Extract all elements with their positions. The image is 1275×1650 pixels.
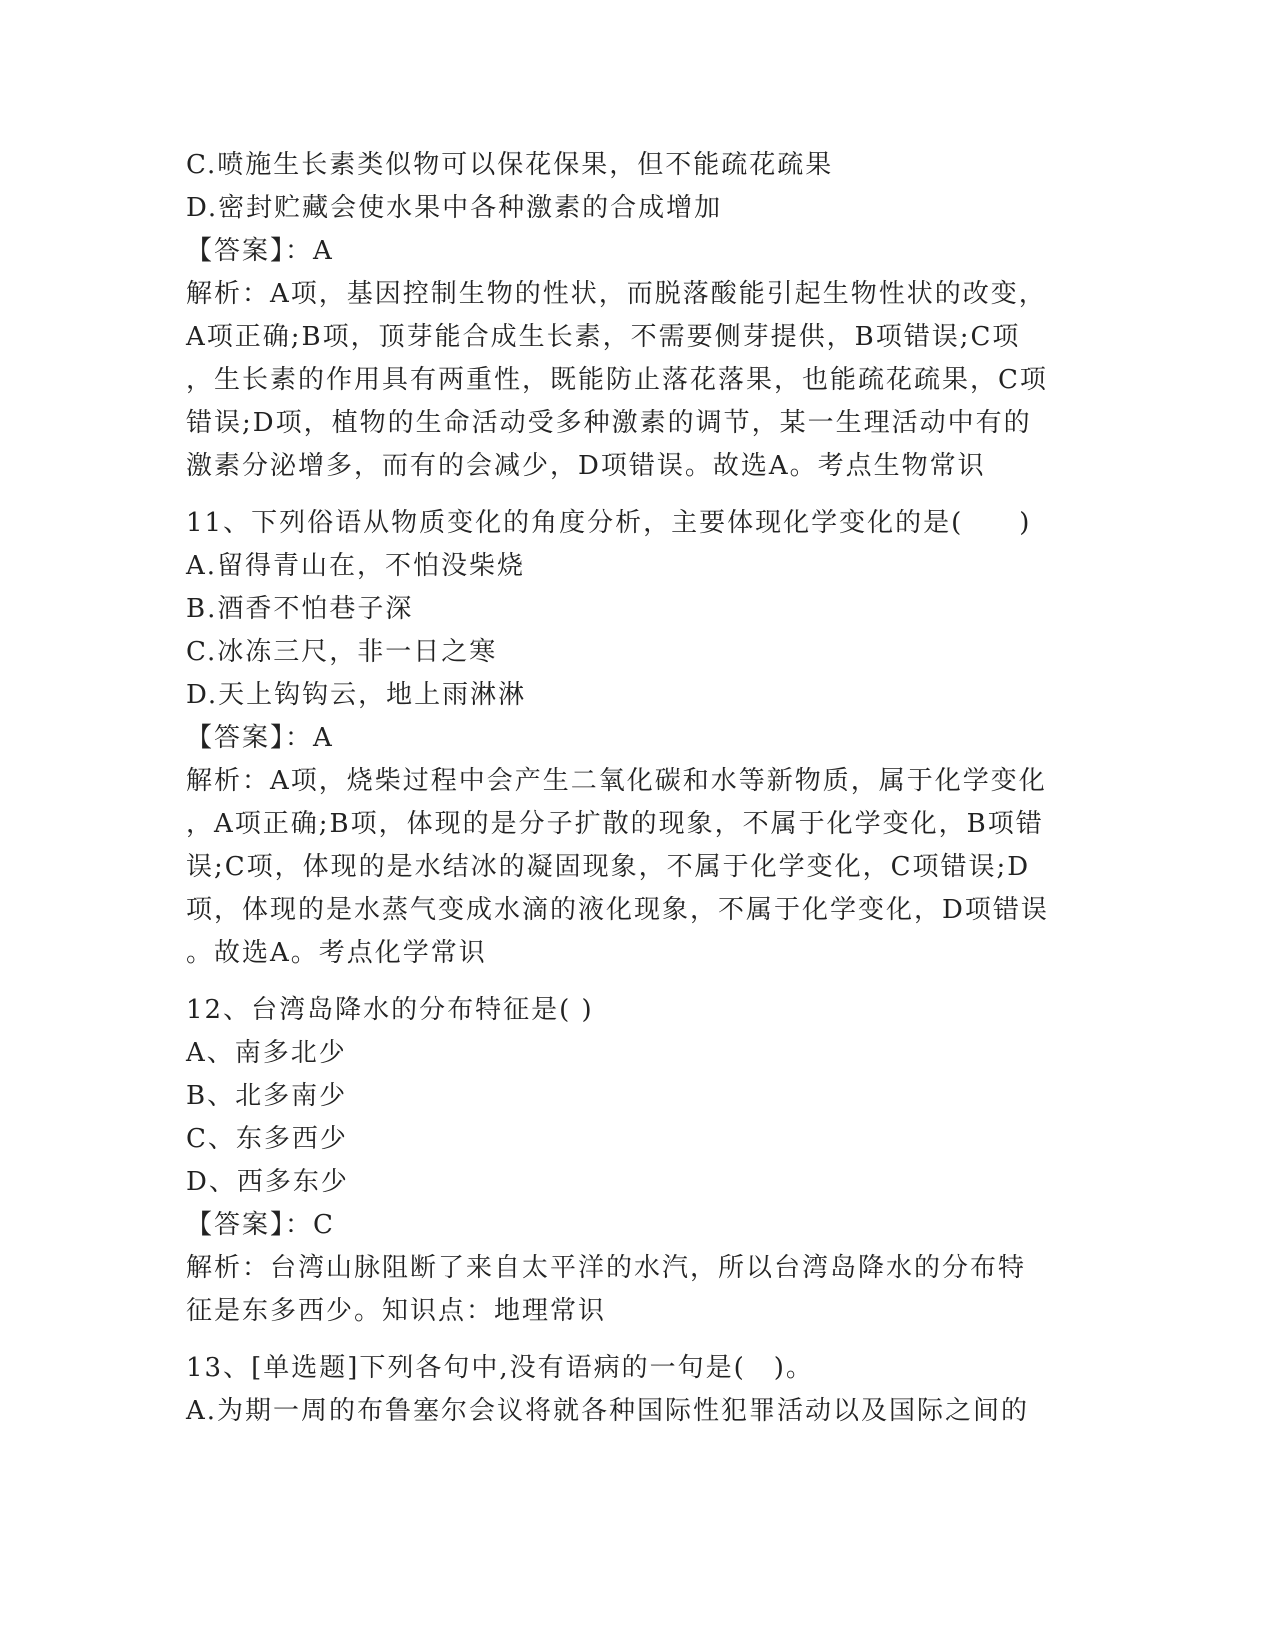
q11-option-c: C.冰冻三尺，非一日之寒 — [186, 637, 498, 667]
q12-stem: 12、台湾岛降水的分布特征是( ) — [186, 995, 594, 1025]
document-content — [186, 144, 1086, 1433]
q11-option-d: D.天上钩钩云，地上雨淋淋 — [186, 680, 527, 710]
q11-option-a: A.留得青山在，不怕没柴烧 — [186, 551, 526, 581]
q11-analysis-line: ，A项正确;B项，体现的是分子扩散的现象，不属于化学变化，B项错 — [186, 809, 1044, 839]
q10-analysis-line: 解析：A项，基因控制生物的性状，而脱落酸能引起生物性状的改变， — [186, 279, 1047, 309]
q12-option-d: D、西多东少 — [186, 1167, 349, 1197]
q12-analysis-line: 征是东多西少。知识点：地理常识 — [186, 1296, 607, 1326]
q10-analysis-line: 激素分泌增多，而有的会减少，D项错误。故选A。考点生物常识 — [186, 451, 986, 481]
q11-analysis-line: 。故选A。考点化学常识 — [186, 938, 487, 968]
q11-stem: 11、下列俗语从物质变化的角度分析，主要体现化学变化的是( ) — [186, 508, 1032, 538]
q12-analysis-line: 解析：台湾山脉阻断了来自太平洋的水汽，所以台湾岛降水的分布特 — [186, 1253, 1027, 1283]
q11-analysis-line: 项，体现的是水蒸气变成水滴的液化现象，不属于化学变化，D项错误 — [186, 895, 1049, 925]
q10-analysis-line: A项正确;B项，顶芽能合成生长素，不需要侧芽提供，B项错误;C项 — [186, 322, 1021, 352]
q11-analysis-line: 解析：A项，烧柴过程中会产生二氧化碳和水等新物质，属于化学变化 — [186, 766, 1047, 796]
q10-answer: 【答案】：A — [186, 236, 334, 266]
q12-option-c: C、东多西少 — [186, 1124, 348, 1154]
q10-analysis-line: ，生长素的作用具有两重性，既能防止落花落果，也能疏花疏果，C项 — [186, 365, 1048, 395]
q12-option-a: A、南多北少 — [186, 1038, 347, 1068]
q12-answer: 【答案】：C — [186, 1210, 335, 1240]
q10-option-c: C.喷施生长素类似物可以保花保果，但不能疏花疏果 — [186, 150, 834, 180]
q13-option-a: A.为期一周的布鲁塞尔会议将就各种国际性犯罪活动以及国际之间的 — [186, 1396, 1030, 1426]
q11-analysis-line: 误;C项，体现的是水结冰的凝固现象，不属于化学变化，C项错误;D — [186, 852, 1031, 882]
q12-option-b: B、北多南少 — [186, 1081, 348, 1111]
q10-option-d: D.密封贮藏会使水果中各种激素的合成增加 — [186, 193, 723, 223]
q11-option-b: B.酒香不怕巷子深 — [186, 594, 414, 624]
q10-analysis-line: 错误;D项，植物的生命活动受多种激素的调节，某一生理活动中有的 — [186, 408, 1032, 438]
q13-stem: 13、[单选题]下列各句中,没有语病的一句是( )。 — [186, 1353, 814, 1383]
q11-answer: 【答案】：A — [186, 723, 334, 753]
